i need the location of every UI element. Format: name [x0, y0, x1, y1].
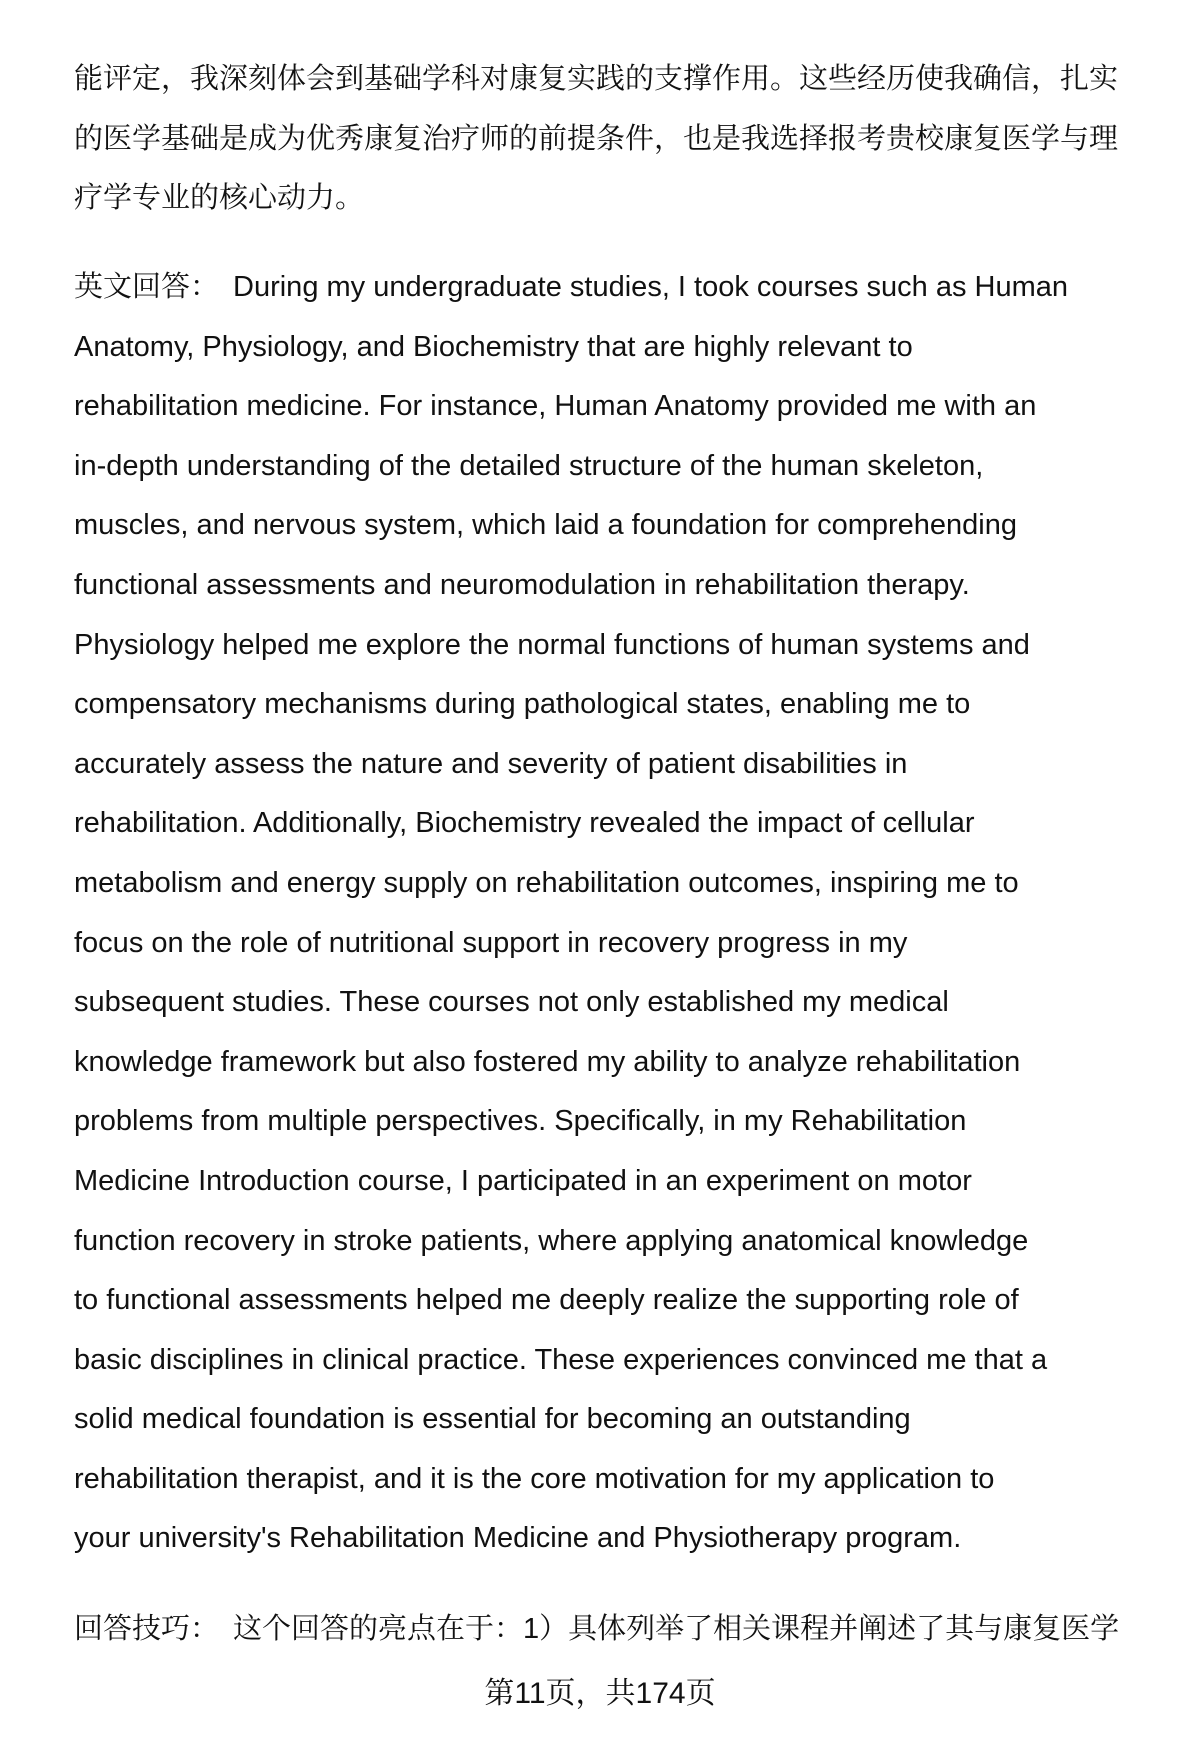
text-line [74, 1271, 1154, 1331]
english-answer-text: problems from multiple perspectives. Specifically, in my Rehabilitation [74, 1105, 967, 1138]
english-answer-text: rehabilitation therapist, and it is the core motivation for my application to [74, 1462, 995, 1495]
text-line [74, 1509, 1154, 1569]
text-line [74, 675, 1154, 735]
text-line: 的医学基础是成为优秀康复治疗师的前提条件，也是我选择报考贵校康复医学与理 [74, 122, 1119, 155]
text-line [74, 258, 1154, 318]
english-answer-text: During my undergraduate studies, I took courses such as Human [233, 271, 1068, 303]
english-answer-paragraph [74, 258, 1154, 1569]
text-line [74, 1600, 1154, 1660]
chinese-answer-paragraph [74, 50, 1154, 229]
english-answer-text: Medicine Introduction course, I participated in an experiment on motor [74, 1164, 972, 1197]
answer-tips-label: 回答技巧： [74, 1613, 220, 1645]
english-answer-text: accurately assess the nature and severity of patient disabilities in [74, 747, 908, 780]
text-line [74, 556, 1154, 616]
english-answer-text: muscles, and nervous system, which laid a foundation for comprehending [74, 509, 1018, 542]
english-answer-text: solid medical foundation is essential for becoming an outstanding [74, 1403, 911, 1436]
text-line [74, 1092, 1154, 1152]
english-answer-text: metabolism and energy supply on rehabilitation outcomes, inspiring me to [74, 866, 1019, 899]
english-answer-text: focus on the role of nutritional support in recovery progress in my [74, 926, 908, 959]
english-answer-text: Anatomy, Physiology, and Biochemistry that are highly relevant to [74, 330, 913, 363]
english-answer-text: in-depth understanding of the detailed structure of the human skeleton, [74, 449, 984, 482]
english-answer-text: your university's Rehabilitation Medicine and Physiotherapy program. [74, 1522, 962, 1555]
text-line [74, 616, 1154, 676]
english-answer-text: compensatory mechanisms during pathological states, enabling me to [74, 688, 971, 721]
english-answer-text: to functional assessments helped me deeply realize the supporting role of [74, 1284, 1019, 1317]
text-line [74, 496, 1154, 556]
text-line [74, 1033, 1154, 1093]
english-answer-text: function recovery in stroke patients, where applying anatomical knowledge [74, 1224, 1029, 1257]
text-line [74, 1390, 1154, 1450]
text-line [74, 437, 1154, 497]
text-line [74, 854, 1154, 914]
text-line [74, 377, 1154, 437]
text-line [74, 914, 1154, 974]
text-line [74, 1212, 1154, 1272]
text-line [74, 1152, 1154, 1212]
english-answer-text: knowledge framework but also fostered my ability to analyze rehabilitation [74, 1045, 1021, 1078]
english-answer-text: rehabilitation. Additionally, Biochemistry revealed the impact of cellular [74, 807, 975, 840]
text-line: 疗学专业的核心动力。 [74, 182, 365, 215]
english-answer-text: basic disciplines in clinical practice. These experiences convinced me that a [74, 1343, 1048, 1376]
text-line [74, 973, 1154, 1033]
text-line [74, 318, 1154, 378]
english-answer-label: 英文回答： [74, 271, 220, 303]
english-answer-text: subsequent studies. These courses not only established my medical [74, 986, 949, 1019]
english-answer-text: rehabilitation medicine. For instance, Human Anatomy provided me with an [74, 390, 1037, 423]
text-line [74, 794, 1154, 854]
text-line [74, 735, 1154, 795]
text-line [74, 1450, 1154, 1510]
answer-tips-paragraph [74, 1600, 1154, 1660]
text-line: 能评定，我深刻体会到基础学科对康复实践的支撑作用。这些经历使我确信，扎实 [74, 63, 1119, 95]
english-answer-text: Physiology helped me explore the normal functions of human systems and [74, 628, 1030, 661]
page-indicator: 第11页，共174页 [484, 1677, 716, 1710]
english-answer-text: functional assessments and neuromodulation in rehabilitation therapy. [74, 568, 970, 601]
answer-tips-text: 这个回答的亮点在于：1）具体列举了相关课程并阐述了其与康复医学 [233, 1613, 1120, 1645]
text-line [74, 1331, 1154, 1391]
